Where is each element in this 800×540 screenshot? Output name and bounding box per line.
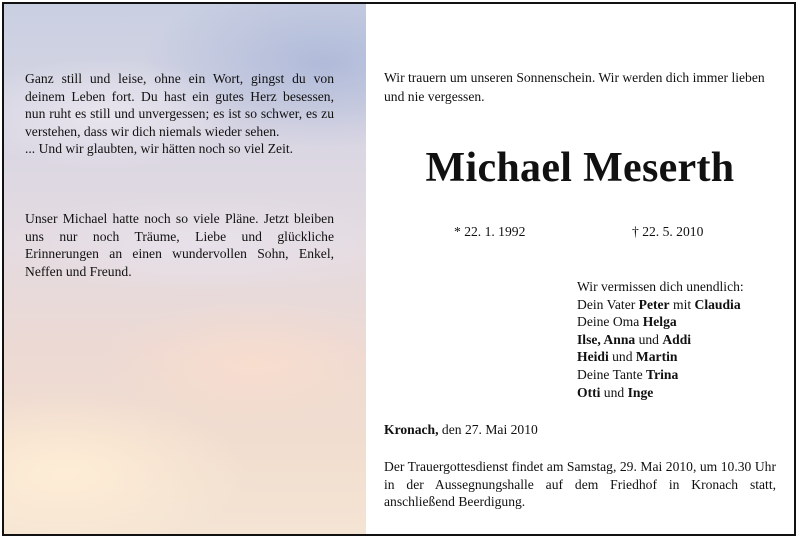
mourner-name: Ilse, Anna: [577, 331, 636, 347]
mourner-line-grandmother: [577, 313, 744, 331]
birth-date: * 22. 1. 1992: [454, 224, 526, 239]
mourner-text: und: [600, 384, 628, 400]
mourner-name: Heidi: [577, 349, 609, 365]
place-name: Kronach,: [384, 422, 439, 437]
mourner-name: Inge: [627, 384, 654, 400]
mourner-text: Deine Tante: [577, 366, 647, 382]
mourner-line-aunt: [577, 366, 744, 384]
announcement-panel: [366, 4, 794, 534]
poem-closing-line: ... Und wir glaubten, wir hätten noch so viel Zeit.: [25, 141, 294, 157]
mourners-list: [577, 278, 744, 401]
obituary-notice: [2, 2, 796, 536]
mourner-name: Claudia: [694, 296, 741, 312]
mourner-name: Otti: [577, 384, 601, 400]
mourner-text: mit: [669, 296, 695, 312]
remembrance-text: [25, 210, 334, 280]
mourner-text: und: [635, 331, 663, 347]
mourner-name: Martin: [635, 349, 678, 365]
remembrance-paragraph: Unser Michael hatte noch so viele Pläne. Jetzt bleiben uns nur noch Träume, Liebe und glückliche Erinnerungen an einen wundervollen Sohn, Enkel, Neffen und Freund.: [25, 211, 334, 279]
mourner-text: und: [608, 349, 636, 365]
deceased-name: Michael Meserth: [425, 145, 735, 191]
mourner-text: Deine Oma: [577, 314, 643, 330]
poem-text: Ganz still und leise, ohne ein Wort, gingst du von deinem Leben fort. Du hast ein gutes Herz besessen, nun ruht es still und unvergessen; es ist so schwer, es zu verstehen, dass wir dich niemals wieder sehen.: [25, 71, 334, 139]
place-and-date: [384, 422, 538, 438]
mourning-intro: Wir trauern um unseren Sonnenschein. Wir werden dich immer lieben und nie vergessen.: [384, 70, 765, 104]
mourner-name: Peter: [638, 296, 670, 312]
sky-background-image: [4, 4, 366, 534]
mourner-text: Dein Vater: [577, 296, 639, 312]
mourner-name: Trina: [646, 366, 679, 382]
death-date: † 22. 5. 2010: [632, 224, 704, 239]
mourners-heading: Wir vermissen dich unendlich:: [577, 279, 744, 294]
mourner-line-family: [577, 331, 744, 349]
mourner-line-family: [577, 348, 744, 366]
notice-date: den 27. Mai 2010: [438, 422, 538, 437]
mourner-name: Addi: [662, 331, 692, 347]
mourner-name: Helga: [642, 314, 677, 330]
mourner-line-father: [577, 296, 744, 314]
funeral-service-info: Der Trauergottesdienst findet am Samstag, 29. Mai 2010, um 10.30 Uhr in der Aussegnungshalle auf dem Friedhof in Kronach statt, anschließend Beerdigung.: [384, 459, 776, 510]
mourner-line-family: [577, 384, 744, 402]
memorial-poem: [25, 70, 334, 158]
